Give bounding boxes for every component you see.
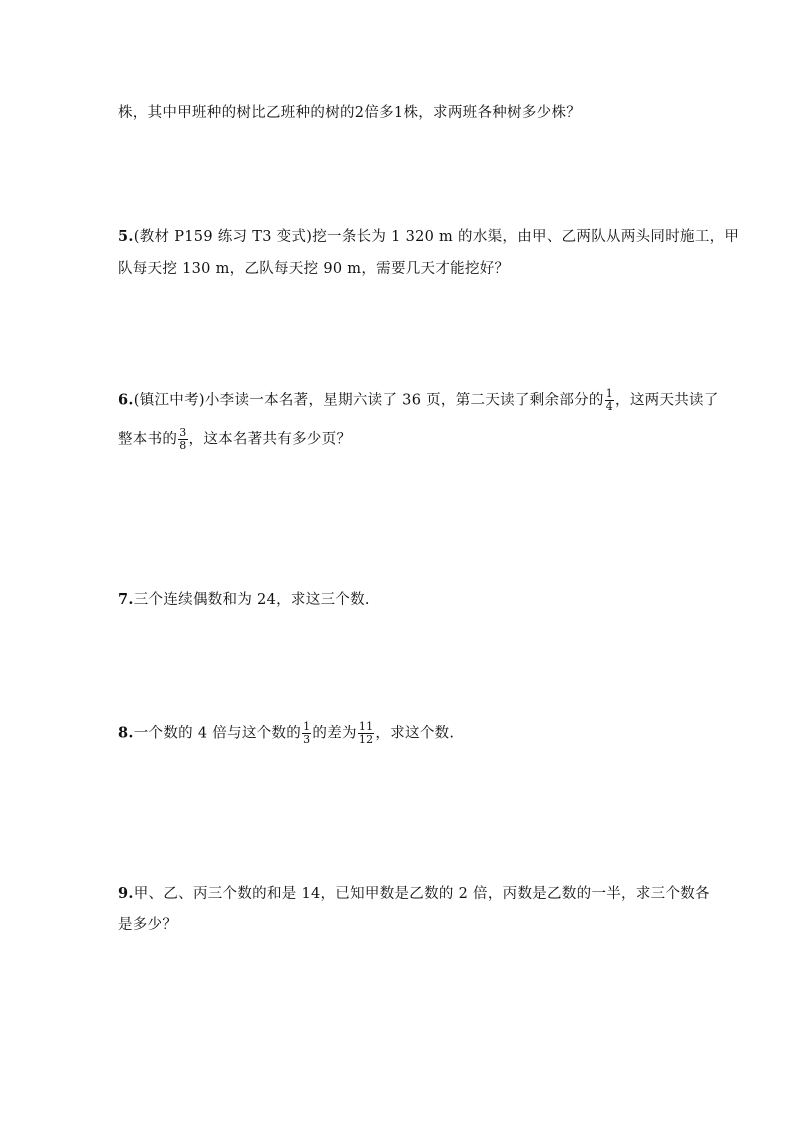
question-8 (118, 721, 454, 746)
q6-frac2-numerator: 3 (179, 426, 187, 439)
q8-frac1-denominator: 3 (303, 733, 311, 746)
q8-frac1-numerator: 1 (303, 720, 311, 733)
q8-text-a: 一个数的 4 倍与这个数的 (133, 725, 302, 742)
q6-fraction-1 (605, 388, 614, 413)
q5-line-2 (118, 259, 509, 279)
q8-frac2-denominator: 12 (358, 733, 374, 746)
q6-line-2 (118, 427, 351, 452)
q6-text-1b: ，这两天共读了 (615, 392, 719, 409)
q5-line-1 (118, 227, 739, 247)
q9-number: 9. (118, 885, 134, 902)
q4-text: 株，其中甲班种的树比乙班种的树的2倍多1株，求两班各种树多少株？ (118, 105, 582, 121)
q9-line-2 (118, 915, 177, 935)
question-4-continuation (118, 103, 581, 123)
q5-text-1: (教材 P159 练习 T3 变式)挖一条长为 1 320 m 的水渠，由甲、乙两队从两头同时施工，甲 (133, 229, 740, 245)
q8-number: 8. (118, 724, 134, 742)
q8-fraction-2 (358, 721, 375, 746)
q5-text-2: 队每天挖 130 m，乙队每天挖 90 m，需要几天才能挖好？ (118, 261, 510, 277)
q7-text: 三个连续偶数和为 24，求这三个数. (133, 592, 370, 608)
q6-frac2-denominator: 8 (179, 439, 187, 452)
q9-line-1 (118, 884, 710, 904)
question-7 (118, 590, 370, 610)
q6-frac1-numerator: 1 (605, 387, 614, 400)
q5-number: 5. (118, 228, 134, 245)
q6-frac1-denominator: 4 (605, 400, 614, 413)
q6-fraction-2 (178, 427, 187, 452)
q9-text-1: 甲、乙、丙三个数的和是 14，已知甲数是乙数的 2 倍，丙数是乙数的一半，求三个数各 (133, 886, 710, 902)
q6-text-1a: (镇江中考)小李读一本名著，星期六读了 36 页，第二天读了剩余部分的 (133, 392, 604, 409)
q7-number: 7. (118, 591, 134, 608)
q6-text-2b: ，这本名著共有多少页？ (188, 431, 352, 448)
q8-text-b: 的差为 (312, 725, 357, 742)
q6-text-2a: 整本书的 (118, 431, 178, 448)
q6-number: 6. (118, 391, 134, 409)
q8-fraction-1 (302, 721, 311, 746)
q6-line-1 (118, 388, 719, 413)
q8-text-c: ，求这个数. (375, 725, 455, 742)
q8-frac2-numerator: 11 (358, 720, 374, 733)
q9-text-2: 是多少？ (118, 917, 178, 933)
